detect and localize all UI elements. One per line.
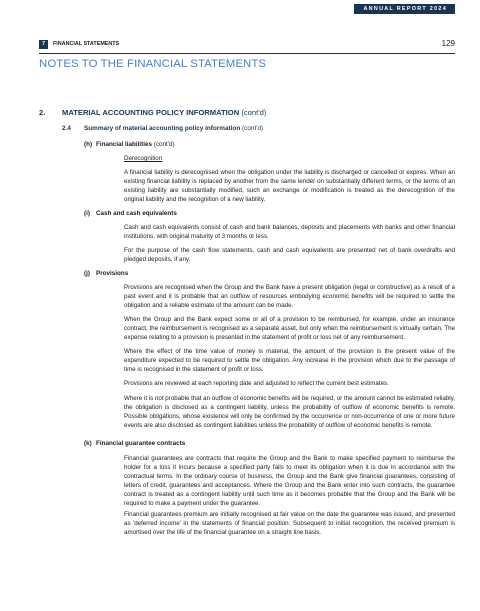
item-h-subtitle: Derecognition	[124, 155, 163, 162]
item-j-para-4: Provisions are reviewed at each reporting date and adjusted to reflect the current best estimates.	[124, 380, 389, 387]
item-h-title: Financial liabilities	[96, 141, 152, 148]
section-number-badge: 7	[39, 40, 48, 49]
page-title: NOTES TO THE FINANCIAL STATEMENTS	[39, 58, 267, 70]
item-j-para-2: When the Group and the Bank expect some or all of a provision to be reimbursed, for example, under an insurance contract, the reimbursement is recognised as a separate asset, but only when the reimbursement is virtually certain. The expense relating to a provision is presented in the statement of profit or loss net of any reimbursement.	[124, 316, 455, 341]
item-h-cont: (cont'd)	[153, 141, 175, 148]
note-heading-cont: (cont'd)	[241, 108, 267, 117]
item-j-para-1: Provisions are recognised when the Group and the Bank have a present obligation (legal or constructive) as a result of a past event and it is probable that an outflow of resources embodying economic benefits will be required to settle the obligation and a reliable estimate of the amount can be made.	[124, 284, 455, 309]
section-title: FINANCIAL STATEMENTS	[53, 41, 120, 47]
item-i-para-1: Cash and cash equivalents consist of cash and bank balances, deposits and placements with banks and other financial institutions, with original maturity of 3 months or less.	[124, 224, 455, 240]
item-i-letter: (i)	[84, 210, 90, 217]
subnote-heading	[84, 125, 263, 132]
item-k-title: Financial guarantee contracts	[96, 440, 186, 447]
subnote-heading-text: Summary of material accounting policy information	[84, 125, 241, 132]
subnote-number: 2.4	[62, 125, 71, 132]
item-j-para-5: Where it is not probable that an outflow of economic benefits will be required, or the amount cannot be estimated reliably, the obligation is disclosed as a contingent liability, unless the probability of outflow of economic benefits is remote. Possible obligations, whose existence will only be confirmed by the occurrence or non-occurrence of one or more future events are also disclosed as contingent liabilities unless the probability of outflow of economic benefits is remote.	[124, 395, 455, 429]
note-number: 2.	[39, 108, 46, 117]
item-j-title: Provisions	[96, 270, 129, 277]
item-i-title: Cash and cash equivalents	[96, 210, 177, 217]
subnote-heading-cont: (cont'd)	[242, 125, 264, 132]
item-i-para-2: For the purpose of the cash flow statements, cash and cash equivalents are presented net of bank overdrafts and pledged deposits, if any.	[124, 247, 455, 263]
item-h-heading	[96, 141, 175, 148]
note-heading	[62, 108, 266, 117]
item-k-para-1: Financial guarantees are contracts that require the Group and the Bank to make specified payment to reimburse the holder for a loss it incurs because a specified party fails to meet its obligation when it is due in accordance with the contractual terms. In the ordinary course of business, the Group and the Bank give financial guarantees, consisting of letters of credit, guarantees and acceptances. Where the Group and the Bank enter into such contracts, the guarantee contract is treated as a contingent liability until such time as it becomes probable that the Group and the Bank will be required to make a payment under the guarantee.	[124, 455, 455, 507]
page-number: 129	[441, 39, 455, 48]
page-header	[39, 39, 455, 51]
header-divider	[39, 53, 455, 54]
item-h-para-1: A financial liability is derecognised when the obligation under the liability is discharged or cancelled or expires. When an existing financial liability is replaced by another from the same lender on substantially different terms, or the terms of an existing liability are substantially modified, such an exchange or modification is treated as the derecognition of the original liability and the recognition of a new liability.	[124, 169, 455, 203]
item-k-letter: (k)	[84, 440, 92, 447]
item-h-letter: (h)	[84, 141, 93, 148]
item-j-letter: (j)	[84, 270, 90, 277]
item-j-para-3: Where the effect of the time value of money is material, the amount of the provision is the present value of the expenditure expected to be required to settle the obligation. Any increase in the provision which due to the passage of time is recognised in the statement of profit or loss.	[124, 348, 455, 373]
item-k-para-2: Financial guarantees premium are initially recognised at fair value on the date the guarantee was issued, and presented as 'deferred income' in the statements of financial position. Subsequent to initial recognition, the received premium is amortised over the life of the financial guarantee on a straight line basis.	[124, 511, 455, 536]
annual-report-label: ANNUAL REPORT 2024	[354, 4, 455, 14]
note-heading-text: MATERIAL ACCOUNTING POLICY INFORMATION	[62, 108, 240, 117]
